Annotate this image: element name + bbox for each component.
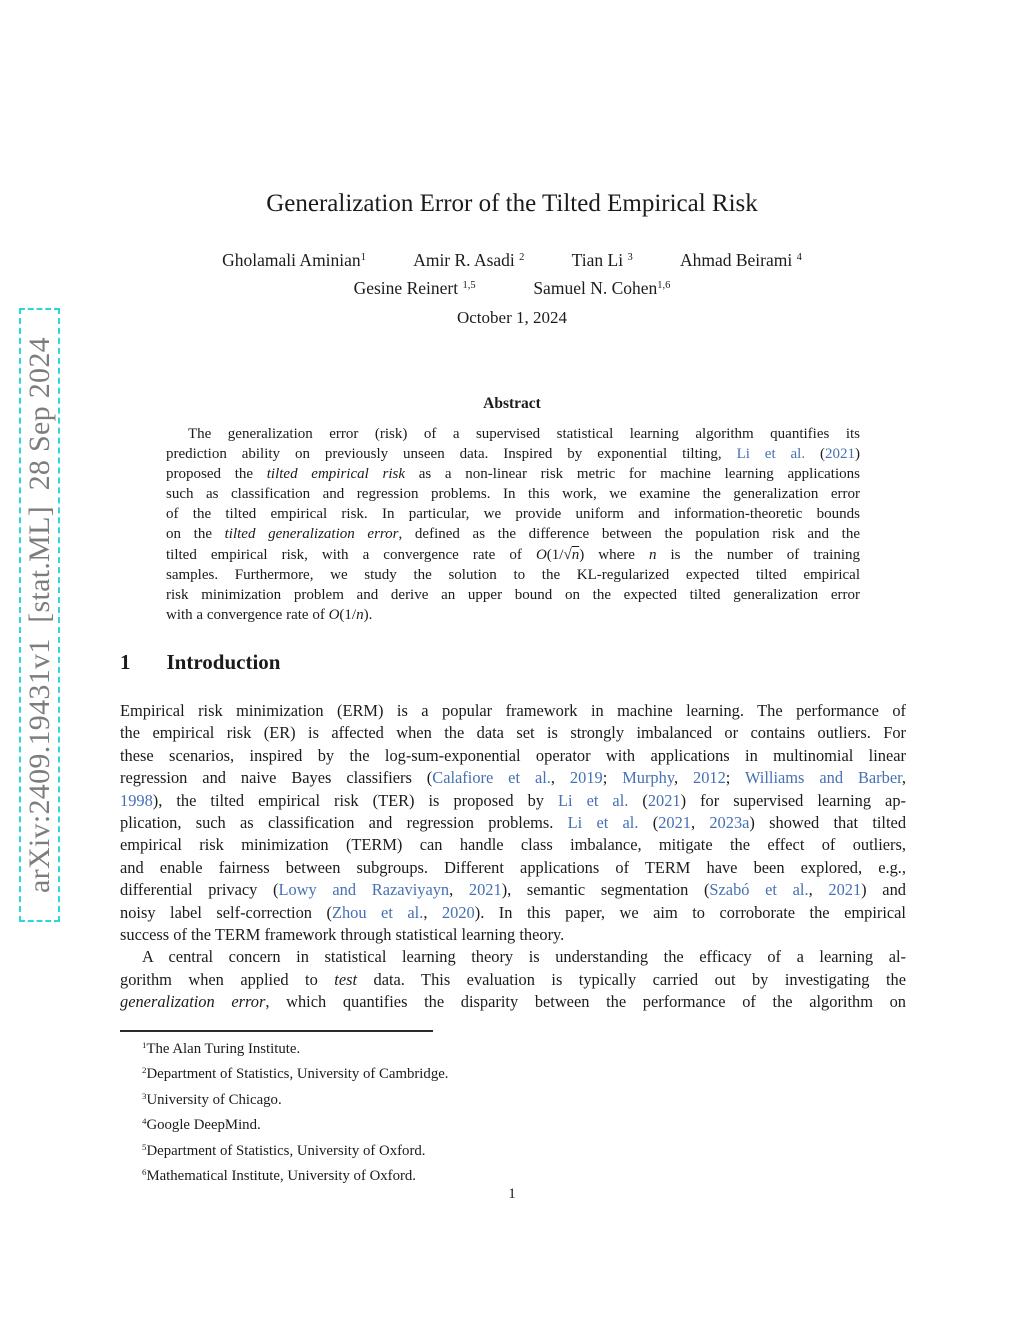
text-line [120, 834, 906, 856]
text-segment: ; [602, 768, 623, 788]
text-segment: Gesine Reinert [353, 277, 463, 298]
text-segment: , defined as the difference between the population risk and the [398, 526, 860, 543]
text-segment: 3 [627, 252, 633, 263]
text-segment: ), the tilted empirical risk (TER) is proposed by [152, 790, 558, 810]
intro-body [120, 700, 906, 1014]
text-segment: 4 [796, 252, 802, 263]
citation-link[interactable]: Li et al. [567, 813, 639, 833]
text-segment: , [808, 880, 829, 900]
text-segment: O [328, 606, 340, 623]
text-segment: regression and naive Bayes classifiers ( [120, 768, 433, 788]
text-segment: Tian Li [571, 249, 628, 270]
citation-link[interactable]: 2021 [828, 880, 862, 900]
text-segment: , [901, 768, 907, 788]
text-segment: tilted generalization error [224, 526, 399, 543]
section-title: Introduction [166, 650, 281, 674]
text-segment: test [334, 969, 358, 989]
text-segment: ( [628, 790, 648, 810]
text-segment: ). In this paper, we aim to corroborate the empirical [474, 902, 906, 922]
text-line [120, 812, 906, 834]
text-line [120, 1111, 760, 1136]
citation-link[interactable]: Lowy and Razaviyayn [278, 880, 450, 900]
text-segment: Department of Statistics, University of Oxford. [146, 1142, 426, 1159]
text-line [166, 504, 860, 524]
citation-link[interactable]: 2023a [709, 813, 750, 833]
text-line [166, 464, 860, 484]
text-line [0, 245, 1024, 273]
citation-link[interactable]: Zhou et al. [331, 902, 424, 922]
text-segment: Google DeepMind. [146, 1117, 261, 1134]
text-segment: (1/√ [546, 546, 572, 563]
text-segment: Ahmad Beirami [679, 249, 797, 270]
text-line [120, 946, 906, 968]
intro-paragraph-2 [120, 946, 906, 1013]
text-segment: Mathematical Institute, University of Oxford. [146, 1168, 417, 1185]
text-segment: plication, such as classification and regression problems. [120, 813, 568, 833]
footnote-rule [120, 1030, 433, 1032]
text-segment: , [673, 768, 693, 788]
abstract-heading: Abstract [483, 395, 541, 412]
text-segment: ) and [861, 880, 906, 900]
text-line [166, 484, 860, 504]
text-segment: such as classification and regression problems. In this work, we examine the generalization error [166, 486, 860, 503]
date-line: October 1, 2024 [456, 308, 567, 327]
text-segment: (1/ [339, 606, 357, 623]
citation-link[interactable]: Williams and Barber [744, 768, 902, 788]
text-line [166, 605, 860, 625]
text-segment: Amir R. Asadi [413, 249, 520, 270]
arxiv-watermark-text: arXiv:2409.19431v1 [stat.ML] 28 Sep 2024 [22, 337, 56, 893]
citation-link[interactable]: Calafiore et al. [432, 768, 551, 788]
text-segment: 3 [142, 1090, 147, 1101]
text-segment: 6 [142, 1167, 147, 1178]
text-segment: prediction ability on previously unseen data. Inspired by exponential tilting, [166, 446, 737, 463]
text-line [120, 1162, 760, 1187]
text-segment: on the [166, 526, 225, 543]
text-segment: n [571, 546, 580, 563]
text-segment: the empirical risk (ER) is affected when the data set is strongly imbalanced or contains outliers. For [120, 723, 906, 743]
text-line [166, 545, 860, 565]
text-segment: Department of Statistics, University of Cambridge. [146, 1066, 449, 1083]
text-segment: ( [805, 446, 825, 463]
text-segment: as a non-linear risk metric for machine learning applications [405, 466, 860, 483]
text-segment: generalization error [120, 992, 266, 1012]
text-segment: 1,5 [462, 279, 476, 291]
text-segment: tilted empirical risk, with a convergence rate of [166, 546, 536, 563]
text-segment: , [449, 880, 469, 900]
text-segment: ), semantic segmentation ( [501, 880, 710, 900]
text-segment: gorithm when applied to [120, 969, 335, 989]
text-line [120, 1086, 760, 1111]
text-line [120, 1060, 760, 1085]
citation-link[interactable]: 2019 [569, 768, 603, 788]
citation-link[interactable]: 2021 [468, 880, 502, 900]
text-segment: ( [638, 813, 659, 833]
text-segment: n [648, 546, 657, 563]
citation-link[interactable]: Murphy [622, 768, 674, 788]
text-segment: 1 [142, 1040, 147, 1050]
author-block [0, 245, 1024, 301]
text-line [166, 444, 860, 464]
text-segment: A central concern in statistical learning theory is understanding the efficacy of a learning al- [142, 947, 906, 967]
text-segment: 5 [142, 1141, 147, 1152]
text-segment: these scenarios, inspired by the log-sum-exponential operator with applications in multinomial linear [120, 745, 906, 765]
citation-link[interactable]: 2021 [825, 446, 855, 463]
text-segment: ) where [579, 546, 649, 563]
text-segment: 2 [142, 1065, 147, 1076]
text-segment: success of the TERM framework through statistical learning theory. [120, 925, 565, 945]
citation-link[interactable]: Szabó et al. [709, 880, 809, 900]
text-line [120, 857, 906, 879]
text-line [0, 273, 1024, 301]
text-segment: data. This evaluation is typically carried out by investigating the [357, 969, 906, 989]
text-line [120, 700, 906, 722]
text-segment: Gholamali Aminian [222, 249, 361, 270]
text-segment: 4 [142, 1116, 147, 1127]
text-segment: n [356, 606, 364, 623]
citation-link[interactable]: Li et al. [736, 446, 806, 463]
text-segment: risk minimization problem and derive an upper bound on the expected tilted generalization error [166, 586, 860, 603]
text-segment: The generalization error (risk) of a supervised statistical learning algorithm quantifies its [188, 426, 860, 442]
text-line [166, 424, 860, 444]
text-segment: tilted empirical risk [266, 466, 405, 483]
text-segment: 1,6 [657, 279, 671, 291]
text-line [120, 991, 906, 1013]
page-number: 1 [508, 1186, 516, 1202]
citation-link[interactable]: 2021 [658, 813, 691, 833]
section-number: 1 [120, 650, 131, 674]
text-segment: ). [363, 606, 373, 623]
text-line [120, 1035, 760, 1060]
text-line [120, 767, 906, 789]
intro-paragraph-1 [120, 700, 906, 946]
footnotes [120, 1035, 760, 1188]
text-segment: 1 [360, 252, 366, 263]
text-segment: ) [855, 446, 860, 463]
text-segment: of the tilted empirical risk. In particular, we provide uniform and information-theoretic bounds [166, 506, 860, 523]
abstract-body [166, 424, 860, 625]
text-segment: Empirical risk minimization (ERM) is a popular framework in machine learning. The performance of [120, 701, 906, 720]
text-line [166, 585, 860, 605]
text-line [120, 969, 906, 991]
text-line [120, 902, 906, 924]
citation-link[interactable]: 2021 [647, 790, 681, 810]
text-line [120, 790, 906, 812]
text-segment: , [690, 813, 710, 833]
citation-link[interactable]: 2020 [441, 902, 475, 922]
text-segment: noisy label self-correction ( [120, 902, 332, 922]
text-segment: proposed the [166, 466, 267, 483]
text-segment: O [535, 546, 547, 563]
text-segment: empirical risk minimization (TERM) can handle class imbalance, mitigate the effect of outliers, [120, 835, 906, 855]
text-segment: and enable fairness between subgroups. Different applications of TERM have been explored, e.g., [120, 857, 906, 877]
text-segment: Samuel N. Cohen [533, 277, 658, 298]
text-segment: ) showed that tilted [749, 813, 907, 833]
text-segment: ; [725, 768, 745, 788]
text-segment: University of Chicago. [146, 1091, 282, 1108]
citation-link[interactable]: 1998 [120, 790, 153, 810]
text-segment: The Alan Turing Institute. [146, 1040, 301, 1057]
paper-title: Generalization Error of the Tilted Empirical Risk [266, 190, 758, 217]
text-line [166, 524, 860, 544]
text-line [120, 745, 906, 767]
text-segment: is the number of training [656, 546, 860, 563]
text-segment: differential privacy ( [120, 880, 279, 900]
text-line [120, 1137, 760, 1162]
text-segment: with a convergence rate of [166, 606, 329, 623]
text-segment: , which quantifies the disparity between the performance of the algorithm on [265, 992, 907, 1012]
text-segment: 2 [519, 252, 525, 263]
text-line [120, 879, 906, 901]
text-line [120, 722, 906, 744]
section-heading [120, 650, 280, 675]
text-segment: samples. Furthermore, we study the solution to the KL-regularized expected tilted empirical [166, 566, 860, 583]
citation-link[interactable]: 2012 [693, 768, 726, 788]
text-line [120, 924, 906, 946]
text-segment: , [550, 768, 570, 788]
text-segment: , [423, 902, 442, 922]
text-segment: ) for supervised learning ap- [680, 790, 906, 810]
citation-link[interactable]: Li et al. [557, 790, 629, 810]
text-line [166, 565, 860, 585]
